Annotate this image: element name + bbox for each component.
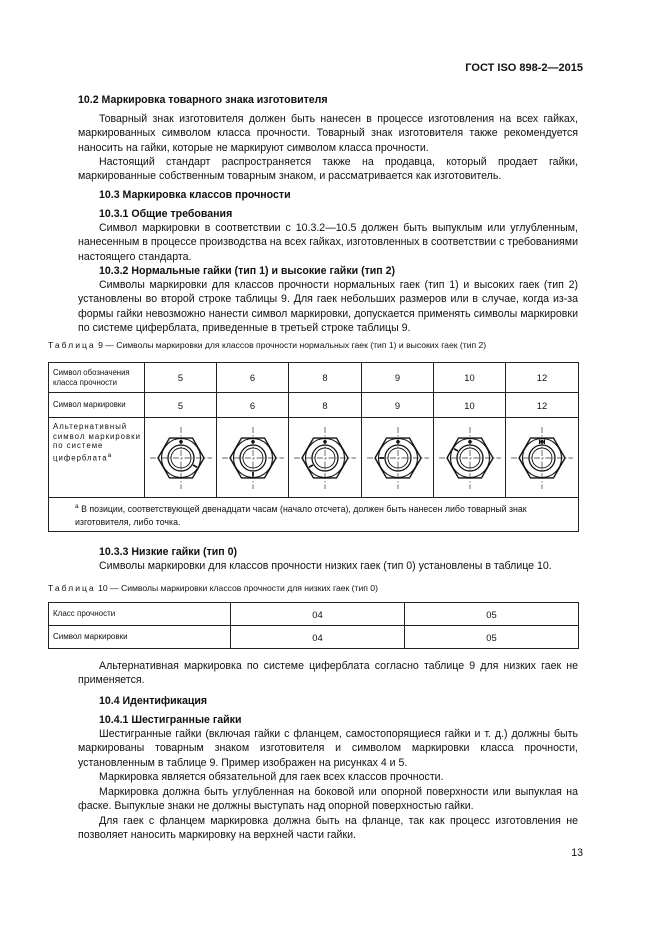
table-9-symbol-cell: 5 [145, 393, 217, 418]
section-10-4-1-paragraph-3: Маркировка должна быть углубленная на боковой или опорной поверхности или выпуклая на фаске. Выпуклые знаки не должны выступать над опорной поверхностью гайки. [78, 786, 578, 813]
table-10-caption-word: Таблица [48, 583, 96, 593]
table-9-caption-text: 9 — Символы маркировки для классов прочности нормальных гаек (тип 1) и высоких гаек (тип 2) [95, 340, 487, 350]
table-9 [48, 362, 579, 532]
table-9-symbol-cell: 10 [434, 393, 506, 418]
page-number: 13 [571, 847, 583, 859]
table-10-row-class-label: Класс прочности [49, 603, 231, 626]
table-10-caption-text: 10 — Символы маркировки классов прочности для низких гаек (тип 0) [95, 583, 378, 593]
twelve-oclock-dot [179, 440, 183, 444]
section-10-3-1-paragraph: Символ маркировки в соответствии с 10.3.2—10.5 должен быть выпуклым или углубленным, нанесенным в процессе производства на всех гайках, изготовленных в соответствии с требованиями настоящего стандарта. [78, 222, 578, 263]
table-9-class-cell: 10 [434, 363, 506, 393]
section-10-3-2-heading: 10.3.2 Нормальные гайки (тип 1) и высокие гайки (тип 2) [99, 265, 396, 277]
table-9-symbol-cell: 12 [506, 393, 579, 418]
table-10-class-cell: 05 [405, 603, 579, 626]
table-9-dial-cell [506, 418, 579, 498]
section-10-3-heading: 10.3 Маркировка классов прочности [99, 189, 291, 201]
section-10-4-1-paragraph-2: Маркировка является обязательной для гаек всех классов прочности. [99, 771, 444, 783]
table-9-class-cell: 5 [145, 363, 217, 393]
table-9-row-class [49, 363, 579, 393]
table-9-dial-cell [434, 418, 506, 498]
section-10-4-1-heading: 10.4.1 Шестигранные гайки [99, 714, 242, 726]
table-9-note-marker: a [75, 503, 79, 510]
table-9-row-dial-label-text: Альтернативный символ маркировки по системе циферблата [53, 422, 141, 463]
clock-dial-nut-icon [220, 425, 286, 491]
section-10-3-1-heading: 10.3.1 Общие требования [99, 208, 233, 220]
table-9-class-cell: 6 [217, 363, 289, 393]
clock-dial-nut-icon [509, 425, 575, 491]
table-10-symbol-cell: 05 [405, 626, 579, 649]
clock-dial-nut-icon [148, 425, 214, 491]
section-10-4-1-paragraph-1: Шестигранные гайки (включая гайки с фланцем, самостопорящиеся гайки и т. д.) должны быть маркированы товарным знаком изготовителя и символом маркировки класса прочности, установленным в таблице 9. Пример изображен на рисунках 4 и 5. [78, 728, 578, 769]
table-9-note-text: В позиции, соответствующей двенадцати часам (начало отсчета), должен быть нанесен либо товарный знак изготовителя, либо точка. [75, 503, 527, 527]
table-9-row-class-label: Символ обозначения класса прочности [49, 363, 145, 393]
clock-dial-nut-icon [292, 425, 358, 491]
clock-dial-nut-icon [365, 425, 431, 491]
section-10-3-2-paragraph: Символы маркировки для классов прочности нормальных гаек (тип 1) и высоких гаек (тип 2) установлены во второй строке таблицы 9. Для гаек небольших размеров или в случае, когда из-за формы гайки невозможно нанести символ маркировки, допускается применять символы маркировки по системе циферблата, приведенные в третьей строке таблицы 9. [78, 279, 578, 334]
section-10-3-3-paragraph: Символы маркировки для классов прочности низких гаек (тип 0) установлены в таблице 10. [99, 560, 552, 572]
table-9-class-cell: 9 [362, 363, 434, 393]
twelve-oclock-dot [468, 440, 472, 444]
table-10-row-symbol [49, 626, 579, 649]
table-10-class-cell: 04 [231, 603, 405, 626]
table-10 [48, 602, 579, 649]
section-10-2-paragraph-2: Настоящий стандарт распространяется также на продавца, который продает гайки, маркированные собственным товарным знаком, и рассматривается как изготовитель. [78, 156, 578, 183]
table-9-symbol-cell: 6 [217, 393, 289, 418]
table-9-dial-cell [362, 418, 434, 498]
twelve-oclock-dot [323, 440, 327, 444]
table-9-row-dial-label [49, 418, 145, 498]
section-10-4-1-paragraph-4: Для гаек с фланцем маркировка должна быть на фланце, так как процесс изготовления не позволяет наносить маркировку на верхней части гайки. [78, 815, 578, 842]
table-9-dial-cell [217, 418, 289, 498]
section-10-2-paragraph-1: Товарный знак изготовителя должен быть нанесен в процессе изготовления на всех гайках, маркированных символом класса прочности. Товарный знак изготовителя также рекомендуется наносить на гайки, которые не маркируют символом класса прочности. [78, 113, 578, 154]
hour-mark [309, 465, 313, 467]
table-9-caption-word: Таблица [48, 340, 96, 350]
twelve-oclock-dot [396, 440, 400, 444]
table-10-row-class [49, 603, 579, 626]
twelve-oclock-dot [540, 440, 544, 444]
standard-designation: ГОСТ ISO 898-2—2015 [465, 62, 583, 74]
table-9-class-cell: 12 [506, 363, 579, 393]
table-9-symbol-cell: 8 [289, 393, 362, 418]
table-10-caption [48, 583, 378, 593]
table-9-note [49, 498, 579, 532]
twelve-oclock-dot [251, 440, 255, 444]
hour-mark [453, 448, 457, 450]
table-9-footnote-marker: a [107, 451, 112, 459]
section-10-4-heading: 10.4 Идентификация [99, 695, 208, 707]
table-10-row-symbol-label: Символ маркировки [49, 626, 231, 649]
table-10-symbol-cell: 04 [231, 626, 405, 649]
table-9-row-symbol [49, 393, 579, 418]
table-9-dial-cell [145, 418, 217, 498]
table-9-symbol-cell: 9 [362, 393, 434, 418]
table-9-dial-cell [289, 418, 362, 498]
table-9-class-cell: 8 [289, 363, 362, 393]
hour-mark [193, 465, 197, 467]
table-9-caption [48, 340, 486, 350]
table-9-row-symbol-label: Символ маркировки [49, 393, 145, 418]
table-9-row-dial [49, 418, 579, 498]
section-10-3-3-heading: 10.3.3 Низкие гайки (тип 0) [99, 546, 238, 558]
section-10-2-heading: 10.2 Маркировка товарного знака изготовителя [78, 94, 328, 106]
after-table-10-paragraph: Альтернативная маркировка по системе циферблата согласно таблице 9 для низких гаек не применяется. [78, 660, 578, 687]
clock-dial-nut-icon [437, 425, 503, 491]
table-9-row-note [49, 498, 579, 532]
